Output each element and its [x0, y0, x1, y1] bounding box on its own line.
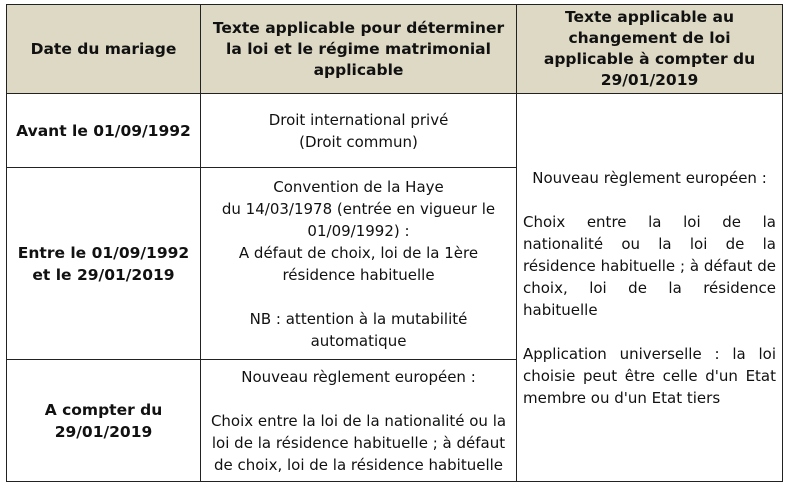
header-row: [7, 5, 783, 94]
change-title: Nouveau règlement européen :: [532, 168, 767, 187]
text-line: Convention de la Haye: [273, 177, 444, 196]
date-label: A compter du: [44, 400, 163, 419]
note-line: automatique: [310, 331, 407, 350]
text-title: Nouveau règlement européen :: [241, 367, 476, 386]
text-line: résidence habituelle: [282, 265, 435, 284]
date-label: Avant le 01/09/1992: [16, 121, 191, 140]
date-label: Entre le 01/09/1992: [17, 243, 190, 262]
header-change-text: Texte applicable au changement de loi applicable à compter du 29/01/2019: [517, 5, 783, 94]
date-cell: [7, 360, 201, 482]
matrimonial-law-table: [6, 4, 782, 474]
text-line: de choix, loi de la résidence habituelle: [213, 455, 504, 474]
change-paragraph-1: Choix entre la loi de la nationalité ou la loi de la résidence habituelle ; à défaut de choix, loi de la résidence habituelle: [523, 212, 776, 319]
change-text-cell: [517, 94, 783, 482]
date-cell: [7, 94, 201, 168]
text-line: A défaut de choix, loi de la 1ère: [238, 243, 479, 262]
text-line: du 14/03/1978 (entrée en vigueur le: [221, 199, 496, 218]
text-line: loi de la résidence habituelle ; à défaut: [211, 433, 506, 452]
header-date: Date du mariage: [7, 5, 201, 94]
text-line: Droit international privé: [268, 110, 449, 129]
table: [6, 4, 783, 482]
text-line: Choix entre la loi de la nationalité ou la: [210, 411, 507, 430]
header-applicable-text: Texte applicable pour déterminer la loi et le régime matrimonial applicable: [201, 5, 517, 94]
date-label: et le 29/01/2019: [32, 265, 175, 284]
applicable-text-cell: [201, 168, 517, 360]
text-line: 01/09/1992) :: [307, 221, 410, 240]
date-cell: [7, 168, 201, 360]
applicable-text-cell: [201, 94, 517, 168]
note-line: NB : attention à la mutabilité: [249, 309, 468, 328]
table-row: [7, 94, 783, 168]
date-label: 29/01/2019: [54, 422, 153, 441]
text-line: (Droit commun): [299, 132, 418, 151]
applicable-text-cell: [201, 360, 517, 482]
change-paragraph-2: Application universelle : la loi choisie peut être celle d'un Etat membre ou d'un Etat tiers: [523, 344, 776, 407]
